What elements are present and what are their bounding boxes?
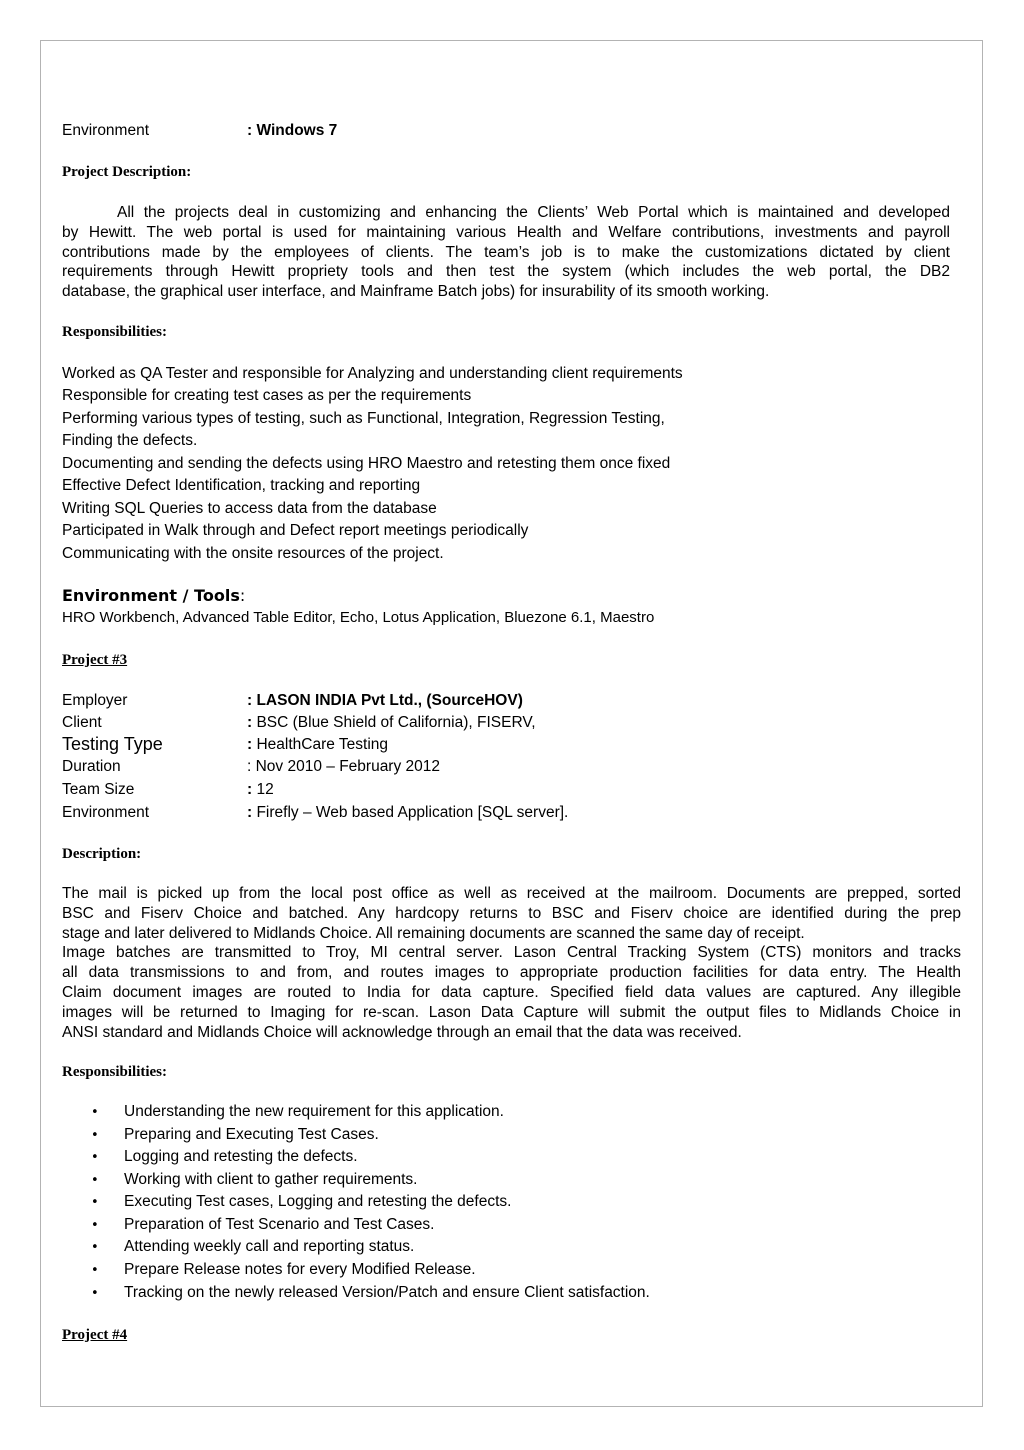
duration-value: : Nov 2010 – February 2012 [247, 758, 441, 775]
responsibility-item: Finding the defects. [62, 432, 198, 449]
paragraph-line: requirements through Hewitt propriety tools and then test the system (which includes the web portal, the DB2 [62, 263, 950, 281]
bullet-icon: • [91, 1195, 99, 1210]
paragraph-line: all data transmissions to and from, and routes images to appropriate production facilities for data entry. The Health [62, 964, 961, 982]
responsibilities-heading: Responsibilities: [62, 324, 168, 340]
responsibility-item: Effective Defect Identification, tracking and reporting [62, 477, 421, 494]
environment-value: : Windows 7 [247, 122, 338, 139]
description-heading: Description: [62, 846, 142, 862]
responsibility-item: Communicating with the onsite resources of the project. [62, 545, 444, 562]
responsibility-item: Worked as QA Tester and responsible for Analyzing and understanding client requirements [62, 365, 683, 382]
paragraph-line: Image batches are transmitted to Troy, MI central server. Lason Central Tracking System (CTS) monitors and tracks [62, 944, 961, 962]
bullet-icon: • [91, 1240, 99, 1255]
environment-label: Environment [62, 122, 150, 139]
project-environment-value: : Firefly – Web based Application [SQL server]. [247, 804, 569, 821]
employer-value: : LASON INDIA Pvt Ltd., (SourceHOV) [247, 692, 523, 709]
responsibility-bullet-item: Tracking on the newly released Version/Patch and ensure Client satisfaction. [124, 1284, 650, 1301]
bullet-icon: • [91, 1263, 99, 1278]
project-description-heading: Project Description: [62, 164, 192, 180]
paragraph-line: Claim document images are routed to India for data capture. Specified field data values are captured. Any illegible [62, 983, 961, 1001]
responsibility-bullet-item: Working with client to gather requirements. [124, 1171, 418, 1188]
testing-type-label: Testing Type [62, 734, 163, 754]
paragraph-line: The mail is picked up from the local post office as well as received at the mailroom. Documents are prepped, sorted [62, 885, 961, 902]
responsibility-item: Documenting and sending the defects using HRO Maestro and retesting them once fixed [62, 455, 671, 472]
responsibility-item: Participated in Walk through and Defect report meetings periodically [62, 522, 529, 539]
description-paragraph [62, 884, 961, 1042]
bullet-icon: • [91, 1105, 99, 1120]
client-label: Client [62, 714, 102, 731]
team-size-value: : 12 [247, 781, 274, 798]
paragraph-line: database, the graphical user interface, and Mainframe Batch jobs) for insurability of its smooth working. [62, 283, 770, 301]
project-3-responsibilities-heading: Responsibilities: [62, 1064, 168, 1080]
project-4-heading: Project #4 [62, 1327, 128, 1343]
paragraph-line: by Hewitt. The web portal is used for maintaining various Health and Welfare contributions, investments and payroll [62, 223, 950, 241]
bullet-icon: • [91, 1173, 99, 1188]
bullet-icon: • [91, 1128, 99, 1143]
project-environment-label: Environment [62, 804, 150, 821]
testing-type-value: : HealthCare Testing [247, 736, 389, 753]
client-value: : BSC (Blue Shield of California), FISERV, [247, 714, 536, 731]
team-size-label: Team Size [62, 781, 135, 798]
environment-tools-value: HRO Workbench, Advanced Table Editor, Echo, Lotus Application, Bluezone 6.1, Maestro [62, 609, 655, 626]
responsibility-bullet-item: Preparation of Test Scenario and Test Cases. [124, 1216, 435, 1233]
responsibility-item: Responsible for creating test cases as per the requirements [62, 387, 472, 404]
bullet-icon: • [91, 1218, 99, 1233]
duration-label: Duration [62, 758, 121, 775]
environment-tools-heading: Environment / Tools: [62, 586, 246, 605]
responsibility-bullet-item: Understanding the new requirement for this application. [124, 1103, 504, 1120]
responsibility-item: Writing SQL Queries to access data from the database [62, 500, 437, 517]
project-description-paragraph [62, 203, 950, 302]
paragraph-line: stage and later delivered to Midlands Choice. All remaining documents are scanned the same day of receipt. [62, 924, 805, 942]
employer-label: Employer [62, 692, 128, 709]
paragraph-line: images will be returned to Imaging for re-scan. Lason Data Capture will submit the output files to Midlands Choice in [62, 1003, 961, 1021]
bullet-icon: • [91, 1150, 99, 1165]
paragraph-line: contributions made by the employees of clients. The team’s job is to make the customizations dictated by client [62, 243, 950, 261]
project-3-heading: Project #3 [62, 652, 128, 668]
paragraph-line: BSC and Fiserv Choice and batched. Any hardcopy returns to BSC and Fiserv choice are identified during the prep [62, 904, 961, 922]
responsibility-bullet-item: Preparing and Executing Test Cases. [124, 1126, 379, 1143]
paragraph-line: All the projects deal in customizing and enhancing the Clients’ Web Portal which is maintained and developed [117, 204, 950, 221]
bullet-icon: • [91, 1286, 99, 1301]
responsibility-bullet-item: Logging and retesting the defects. [124, 1148, 358, 1165]
responsibility-item: Performing various types of testing, such as Functional, Integration, Regression Testing, [62, 410, 665, 427]
responsibility-bullet-item: Attending weekly call and reporting status. [124, 1238, 415, 1255]
responsibility-bullet-item: Executing Test cases, Logging and retesting the defects. [124, 1193, 512, 1210]
responsibility-bullet-item: Prepare Release notes for every Modified Release. [124, 1261, 476, 1278]
paragraph-line: ANSI standard and Midlands Choice will acknowledge through an email that the data was received. [62, 1023, 742, 1041]
